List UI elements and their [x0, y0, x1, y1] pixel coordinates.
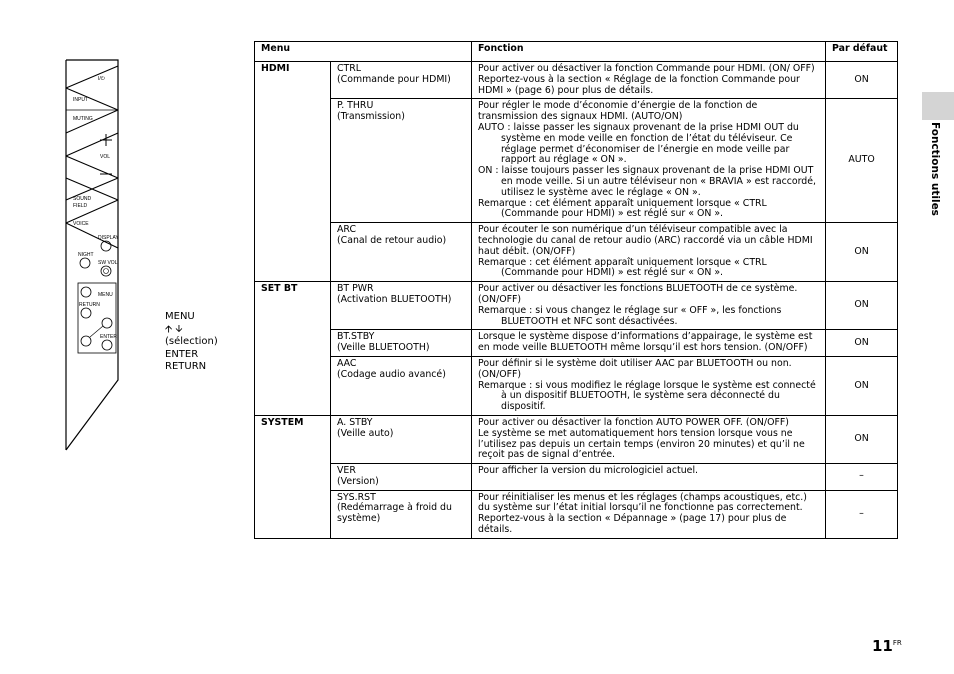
menu-item-text: (Commande pour HDMI) — [337, 73, 451, 85]
remote-control-illustration — [60, 58, 230, 453]
settings-table — [254, 41, 898, 539]
menu-item-text: P. THRU — [337, 100, 374, 112]
callout-selection: (sélection) — [165, 336, 218, 347]
menu-item-text: (Veille BLUETOOTH) — [337, 342, 430, 354]
callout-return: RETURN — [165, 361, 207, 372]
function-paragraph: Pour activer ou désactiver les fonctions BLUETOOTH de ce système. (ON/OFF) — [478, 283, 798, 305]
menu-item-text: AAC — [337, 357, 357, 369]
remote-vol-label: VOL — [100, 154, 111, 160]
remote-callout — [165, 311, 218, 374]
function-cell — [472, 223, 826, 282]
header-function: Fonction — [472, 42, 826, 62]
remote-power-label: I/⏻ — [98, 76, 105, 82]
function-paragraph: Remarque : cet élément apparaît uniquement lorsque « CTRL (Commande pour HDMI) » est réglé sur « ON ». — [478, 197, 767, 220]
menu-item-cell — [331, 356, 472, 415]
default-value-cell: ON — [826, 415, 898, 463]
function-paragraph: Pour réinitialiser les menus et les réglages (champs acoustiques, etc.) du système sur l’état initial lorsqu’il ne fonctionne pas correctement. — [478, 491, 807, 514]
menu-item-text: (Veille auto) — [337, 427, 394, 439]
menu-item-text: SYS.RST — [337, 491, 376, 503]
remote-input-label: INPUT — [73, 97, 88, 103]
menu-item-text: (Activation BLUETOOTH) — [337, 293, 452, 305]
remote-sound-label: SOUND — [73, 196, 92, 202]
menu-item-text: A. STBY — [337, 416, 373, 428]
default-value-cell: – — [826, 464, 898, 491]
default-value-cell: – — [826, 490, 898, 538]
remote-muting-label: MUTING — [73, 116, 93, 122]
menu-group-cell: SYSTEM — [255, 415, 331, 538]
table-row — [255, 490, 898, 538]
function-paragraph: Pour activer ou désactiver la fonction AUTO POWER OFF. (ON/OFF) — [478, 416, 789, 428]
default-value-cell: AUTO — [826, 99, 898, 223]
menu-item-text: (Redémarrage à froid du système) — [337, 502, 452, 525]
table-row — [255, 62, 898, 99]
menu-item-text: BT PWR — [337, 283, 374, 295]
function-cell — [472, 415, 826, 463]
default-value-cell: ON — [826, 282, 898, 330]
function-cell — [472, 464, 826, 491]
default-value-cell: ON — [826, 223, 898, 282]
function-paragraph: Reportez-vous à la section « Dépannage » (page 17) pour plus de détails. — [478, 513, 787, 536]
remote-menu-label: MENU — [98, 292, 113, 298]
function-cell — [472, 490, 826, 538]
table-row — [255, 99, 898, 223]
menu-item-text: (Version) — [337, 475, 379, 487]
function-paragraph: AUTO : laisse passer les signaux provenant de la prise HDMI OUT du système en mode veille en fonction de l’état du téléviseur. Ce réglage permet d’économiser de l’énergie en mode veille par rapport au réglage « ON ». — [478, 121, 799, 166]
table-body — [255, 62, 898, 539]
menu-group-cell: HDMI — [255, 62, 331, 282]
default-value-cell: ON — [826, 356, 898, 415]
menu-item-cell — [331, 282, 472, 330]
menu-item-text: CTRL — [337, 63, 362, 74]
table-row — [255, 464, 898, 491]
function-paragraph: Pour écouter le son numérique d’un téléviseur compatible avec la technologie du canal de retour audio (ARC) raccordé via un câble HDMI haut débit. (ON/OFF) — [478, 224, 813, 257]
function-paragraph: Remarque : cet élément apparaît uniquement lorsque « CTRL (Commande pour HDMI) » est réglé sur « ON ». — [478, 256, 767, 279]
remote-control-drawing — [60, 58, 230, 453]
remote-swvol-label: SW VOL — [98, 260, 118, 266]
header-default: Par défaut — [826, 42, 898, 62]
menu-item-text: ARC — [337, 224, 357, 236]
menu-item-cell — [331, 223, 472, 282]
section-side-label: Fonctions utiles — [929, 122, 941, 216]
menu-item-text: VER — [337, 465, 356, 477]
callout-arrows-icon: 🡩 🡫 — [165, 323, 183, 335]
menu-item-cell — [331, 330, 472, 357]
function-paragraph: Pour afficher la version du micrologiciel actuel. — [478, 465, 699, 477]
menu-item-text: (Codage audio avancé) — [337, 368, 446, 380]
menu-item-cell — [331, 415, 472, 463]
function-cell — [472, 356, 826, 415]
function-cell — [472, 99, 826, 223]
function-cell — [472, 330, 826, 357]
remote-field-label: FIELD — [73, 203, 88, 209]
table-row — [255, 282, 898, 330]
menu-item-text: BT.STBY — [337, 331, 375, 343]
menu-item-cell — [331, 62, 472, 99]
table-row — [255, 415, 898, 463]
remote-enter-label: ENTER — [100, 334, 117, 340]
remote-return-label: RETURN — [79, 302, 100, 308]
function-paragraph: Remarque : si vous modifiez le réglage lorsque le système est connecté à un dispositif BLUETOOTH, le système sera déconnecté du dispositif. — [478, 379, 816, 413]
remote-display-label: DISPLAY — [98, 235, 119, 241]
function-paragraph: Pour régler le mode d’économie d’énergie de la fonction de transmission des signaux HDMI. (AUTO/ON) — [478, 100, 758, 123]
function-paragraph: ON : laisse toujours passer les signaux provenant de la prise HDMI OUT en mode veille. Si un autre téléviseur non « BRAVIA » est raccordé, utilisez le système avec le réglage « ON ». — [478, 165, 817, 198]
function-paragraph: Reportez-vous à la section « Réglage de la fonction Commande pour HDMI » (page 6) pour plus de détails. — [478, 73, 800, 96]
function-cell — [472, 62, 826, 99]
function-paragraph: Lorsque le système dispose d’informations d’appairage, le système est en mode veille BLUETOOTH même lorsqu’il est hors tension. (ON/OFF) — [478, 331, 813, 354]
menu-item-cell — [331, 99, 472, 223]
table-row — [255, 223, 898, 282]
remote-voice-label: VOICE — [73, 221, 89, 227]
default-value-cell: ON — [826, 330, 898, 357]
page-number-value: 11 — [872, 637, 893, 655]
callout-enter: ENTER — [165, 348, 199, 360]
menu-item-text: (Transmission) — [337, 111, 405, 123]
function-cell — [472, 282, 826, 330]
function-paragraph: Pour activer ou désactiver la fonction Commande pour HDMI. (ON/ OFF) — [478, 63, 815, 74]
default-value-cell: ON — [826, 62, 898, 99]
function-paragraph: Pour définir si le système doit utiliser AAC par BLUETOOTH ou non. (ON/OFF) — [478, 357, 792, 380]
page-number-suffix: FR — [892, 639, 902, 647]
menu-item-cell — [331, 464, 472, 491]
section-tab-marker — [922, 92, 954, 120]
function-paragraph: Remarque : si vous changez le réglage sur « OFF », les fonctions BLUETOOTH et NFC sont désactivées. — [478, 304, 782, 327]
callout-menu: MENU — [165, 311, 195, 322]
menu-group-cell: SET BT — [255, 282, 331, 416]
menu-item-cell — [331, 490, 472, 538]
menu-item-text: (Canal de retour audio) — [337, 234, 447, 246]
page-number — [872, 637, 902, 655]
header-menu: Menu — [255, 42, 472, 62]
table-row — [255, 330, 898, 357]
remote-night-label: NIGHT — [78, 252, 94, 258]
table-row — [255, 356, 898, 415]
function-paragraph: Le système se met automatiquement hors tension lorsque vous ne l’utilisez pas depuis un certain temps (environ 20 minutes) et qu’il ne reçoit pas de signal d’entrée. — [478, 427, 805, 461]
table-header-row — [255, 42, 898, 62]
